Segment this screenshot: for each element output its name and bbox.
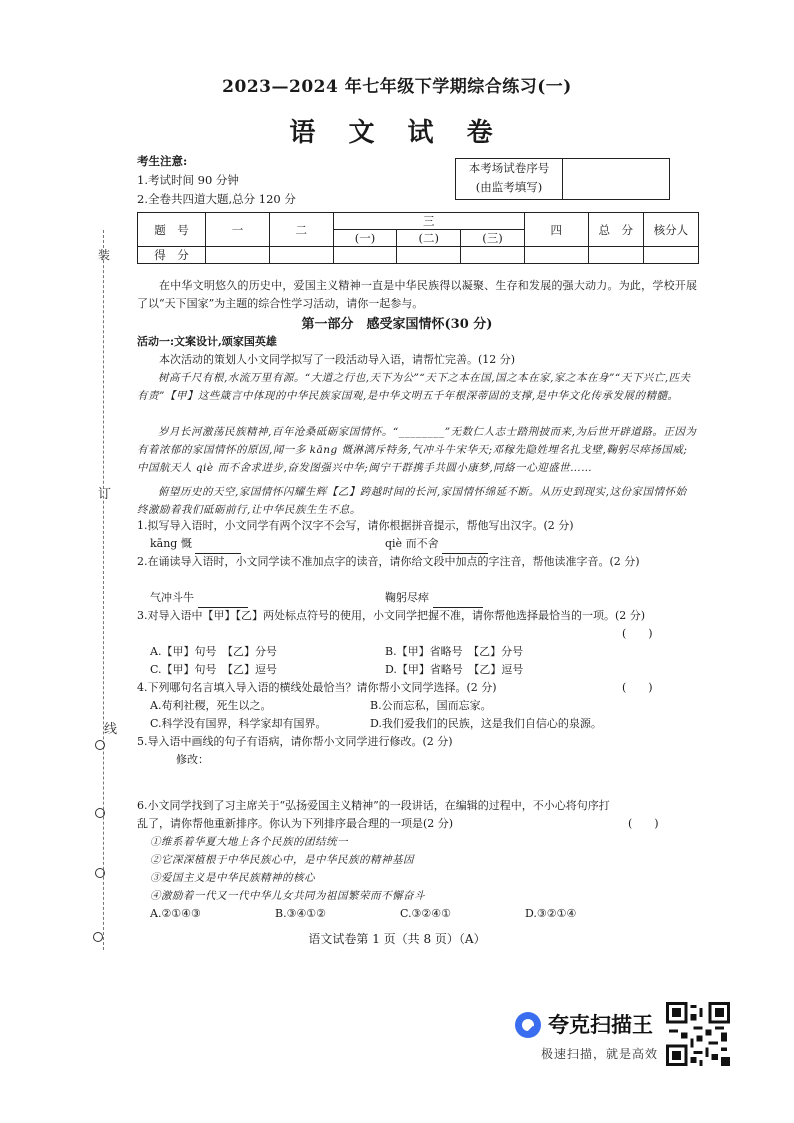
score-cell[interactable] <box>206 247 270 264</box>
row-question-label: 题 号 <box>138 213 206 247</box>
notice-item: 2.全卷共四道大题,总分 120 分 <box>137 192 296 206</box>
q4-option-c: C.科学没有国界，科学家却有国界。 <box>150 717 327 730</box>
q6-option-a: A.②①④③ <box>150 907 201 920</box>
q6-line-4: ④激励着一代又一代中华儿女共同为祖国繁荣而不懈奋斗 <box>150 890 425 902</box>
q2-b-label: 鞠躬尽瘁 <box>385 591 429 604</box>
q4-option-b: B.公而忘私，国而忘家。 <box>370 699 492 712</box>
seat-label-line2: (由监考填写) <box>475 180 543 194</box>
q1-a-answer[interactable] <box>195 535 241 554</box>
exam-subtitle: 语 文 试 卷 <box>289 118 505 148</box>
q6-option-c: C.③②④① <box>400 907 451 920</box>
q3-option-d: D.【甲】省略号 【乙】逗号 <box>385 663 524 676</box>
col-4: 四 <box>524 213 588 247</box>
q1-b-answer[interactable] <box>442 535 488 554</box>
q6-line-1: ①维系着华夏大地上各个民族的团结统一 <box>150 836 348 848</box>
binding-hole-icon <box>95 868 105 878</box>
binding-hole-icon <box>93 932 103 942</box>
margin-char-ding: 订 <box>98 487 112 502</box>
q1-a-label: kāng 慨 <box>150 537 192 550</box>
seat-number-label <box>456 159 563 199</box>
binding-line <box>103 230 104 950</box>
q4-option-a: A.苟利社稷，死生以之。 <box>150 699 272 712</box>
margin-char-xian: 线 <box>104 722 118 737</box>
activity1-desc: 本次活动的策划人小文同学拟写了一段活动导入语，请帮忙完善。(12 分) <box>159 353 516 366</box>
qr-code-icon <box>666 1002 730 1066</box>
notice-item: 1.考试时间 90 分钟 <box>137 173 239 187</box>
sub-col-3: (三) <box>461 230 525 247</box>
margin-char-zhuang: 装 <box>98 248 111 262</box>
q4-answer-paren[interactable]: ( ) <box>622 681 653 694</box>
notice-heading: 考生注意: <box>137 154 188 168</box>
q2-item-b <box>385 589 483 608</box>
question-4: 4.下列哪句名言填入导入语的横线处最恰当？请你帮小文同学选择。(2 分) <box>137 681 497 694</box>
q6-line-3: ③爱国主义是中华民族精神的核心 <box>150 872 315 884</box>
q3-option-a: A.【甲】句号 【乙】分号 <box>150 645 277 658</box>
sub-col-2: (二) <box>397 230 461 247</box>
exam-title: 2023—2024 年七年级下学期综合练习(一) <box>222 77 572 97</box>
question-6: 6.小文同学找到了习主席关于“弘扬爱国主义精神”的一段讲话，在编辑的过程中，不小心将句序打乱了，请你帮他重新排序。你认为下列排序最合理的一项是(2 分) <box>137 799 610 830</box>
question-5: 5.导入语中画线的句子有语病，请你帮小文同学进行修改。(2 分) <box>137 735 453 748</box>
intro-paragraph: 在中华文明悠久的历史中，爱国主义精神一直是中华民族得以凝聚、生存和发展的强大动力。为此，学校开展了以“天下国家”为主题的综合性学习活动，请你一起参与。 <box>137 279 697 310</box>
part1-heading: 第一部分 感受家国情怀(30 分) <box>301 317 493 332</box>
scanner-name: 夸克扫描王 <box>548 1013 653 1037</box>
score-cell[interactable] <box>333 247 397 264</box>
passage-paragraph-3: 俯望历史的天空,家国情怀闪耀生辉【乙】跨越时间的长河,家国情怀绵延不断。从历史到现实,这份家国情怀始终激励着我们砥砺前行,让中华民族生生不息。 <box>137 486 687 516</box>
passage-paragraph-2: 岁月长河激荡民族精神,百年沧桑砥砺家国情怀。“________”无数仁人志士踏荆披而来,为后世开辟道路。正因为有着浓郁的家国情怀的原因,闻一多 kāng 慨淋漓斥特务,气冲斗牛宋华天;邓稼先隐姓埋名扎戈壁,鞠躬尽瘁扬国威;中国航天人 qiè 而不舍求进步,奋发图强兴中华;闽宁干群携手共圆小康梦,同絡一心迎盛世…… <box>137 426 697 474</box>
sub-col-1: (一) <box>333 230 397 247</box>
row-score-label: 得 分 <box>138 247 206 264</box>
q2-a-label: 气冲斗牛 <box>150 591 194 604</box>
q1-item-a <box>150 535 241 554</box>
seat-number-box <box>455 158 670 200</box>
score-cell[interactable] <box>461 247 525 264</box>
question-3: 3.对导入语中【甲】【乙】两处标点符号的使用，小文同学把握不准，请你帮他选择最恰当的一项。(2 分) <box>137 609 646 622</box>
binding-hole-icon <box>95 808 105 818</box>
score-table <box>137 212 699 264</box>
question-1: 1.拟写导入语时，小文同学有两个汉字不会写，请你根据拼音提示，帮他写出汉字。(2 分) <box>137 519 574 532</box>
question-2: 2.在诵读导入语时，小文同学读不准加点字的读音，请你给文段中加点的字注音，帮他读准字音。(2 分) <box>137 555 640 568</box>
seat-label-line1: 本考场试卷序号 <box>468 161 550 175</box>
notice-block <box>137 152 296 209</box>
col-total: 总 分 <box>588 213 643 247</box>
score-cell[interactable] <box>643 247 698 264</box>
q2-item-a <box>150 589 248 608</box>
q6-answer-paren[interactable]: ( ) <box>628 817 659 830</box>
col-1: 一 <box>206 213 270 247</box>
quark-logo-icon <box>513 1010 543 1040</box>
q5-fix-label: 修改： <box>176 753 209 766</box>
q6-line-2: ②它深深植根于中华民族心中，是中华民族的精神基因 <box>150 854 414 866</box>
col-checker: 核分人 <box>643 213 698 247</box>
scanner-slogan: 极速扫描，就是高效 <box>541 1047 659 1061</box>
score-cell[interactable] <box>397 247 461 264</box>
q2-a-answer[interactable] <box>198 589 248 608</box>
q4-option-d: D.我们爱我们的民族，这是我们自信心的泉源。 <box>370 717 602 730</box>
q6-option-d: D.③②①④ <box>525 907 577 920</box>
passage-paragraph-1: 树高千尺有根,水流万里有源。“大道之行也,天下为公”“天下之本在国,国之本在家,家之本在身”“天下兴亡,匹夫有责”【甲】这些箴言中体现的中华民族家国观,是中华文明五千年根深蒂固的支撑,是中华文化传承发展的精髓。 <box>137 372 691 402</box>
score-cell[interactable] <box>524 247 588 264</box>
q3-option-c: C.【甲】句号 【乙】逗号 <box>150 663 278 676</box>
score-cell[interactable] <box>269 247 333 264</box>
page-footer: 语文试卷第 1 页（共 8 页）（A） <box>308 932 486 946</box>
q5-answer-area[interactable] <box>220 751 690 791</box>
q2-b-answer[interactable] <box>433 589 483 608</box>
q1-b-label: qiè 而不舍 <box>385 537 439 550</box>
activity1-heading: 活动一:文案设计,颂家国英雄 <box>137 335 277 348</box>
col-3: 三 <box>333 213 524 230</box>
q6-option-b: B.③④①② <box>275 907 327 920</box>
col-2: 二 <box>269 213 333 247</box>
q3-answer-paren[interactable]: ( ) <box>622 627 653 640</box>
binding-hole-icon <box>95 740 105 750</box>
score-cell[interactable] <box>588 247 643 264</box>
q1-item-b <box>385 535 488 554</box>
q3-option-b: B.【甲】省略号 【乙】分号 <box>385 645 524 658</box>
